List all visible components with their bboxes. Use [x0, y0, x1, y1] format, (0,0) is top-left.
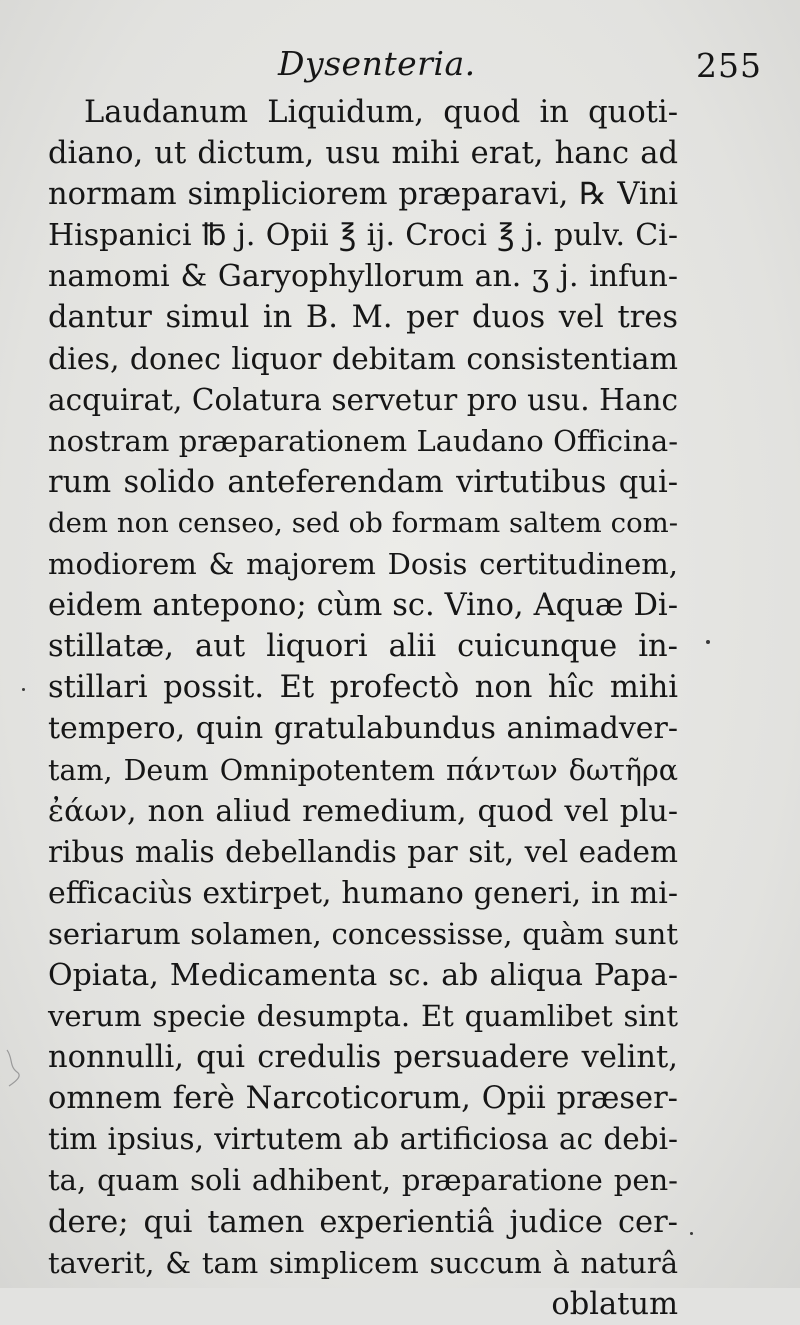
- text-line: dem non censeo, sed ob formam saltem com-: [48, 506, 678, 539]
- text-line: dere; qui tamen experientiâ judice cer-: [48, 1204, 678, 1240]
- text-line: dies, donec liquor debitam consistentiam: [48, 341, 678, 377]
- ink-speck: [706, 640, 710, 644]
- text-line: efficaciùs extirpet, humano generi, in mi-: [48, 875, 678, 911]
- ink-speck: [690, 1232, 693, 1235]
- catchword: oblatum: [551, 1286, 678, 1322]
- text-line: tim ipsius, virtutem ab artificiosa ac debi-: [48, 1122, 678, 1157]
- text-line: stillari possit. Et profectò non hîc mihi: [48, 670, 678, 706]
- text-line: ribus malis debellandis par sit, vel eadem: [48, 834, 678, 869]
- text-line: Hispanici ℔ j. Opii ℥ ij. Croci ℥ j. pulv. Ci-: [48, 218, 678, 254]
- text-line: verum specie desumpta. Et quamlibet sint: [48, 999, 678, 1034]
- text-line: nonnulli, qui credulis persuadere velint,: [48, 1040, 678, 1076]
- text-line: seriarum solamen, concessisse, quàm sunt: [48, 916, 678, 951]
- text-line: tempero, quin gratulabundus animadver-: [48, 711, 678, 747]
- text-line: eidem antepono; cùm sc. Vino, Aquæ Di-: [48, 588, 678, 624]
- text-line: diano, ut dictum, usu mihi erat, hanc ad: [48, 136, 678, 172]
- text-line: Laudanum Liquidum, quod in quoti-: [84, 95, 678, 130]
- text-line: Opiata, Medicamenta sc. ab aliqua Papa-: [48, 957, 678, 993]
- ink-speck: [22, 688, 25, 691]
- page-number: 255: [696, 46, 762, 85]
- text-line: modiorem & majorem Dosis certitudinem,: [48, 547, 678, 582]
- body-text: [48, 92, 678, 1325]
- text-line: omnem ferè Narcoticorum, Opii præser-: [48, 1081, 678, 1117]
- text-line: taverit, & tam simplicem succum à naturâ: [48, 1245, 678, 1280]
- text-line: acquirat, Colatura servetur pro usu. Hanc: [48, 382, 678, 417]
- text-line: ta, quam soli adhibent, præparatione pen-: [48, 1163, 678, 1198]
- text-line: nostram præparationem Laudano Officina-: [48, 423, 678, 458]
- text-line: dantur simul in B. M. per duos vel tres: [48, 300, 678, 336]
- text-line: stillatæ, aut liquori alii cuicunque in-: [48, 629, 678, 665]
- text-line: ἐάων, non aliud remedium, quod vel plu-: [48, 793, 678, 829]
- margin-pencil-mark: [3, 1048, 27, 1088]
- running-head: Dysenteria.: [278, 44, 476, 83]
- text-line: tam, Deum Omnipotentem πάντων δωτῆρα: [48, 753, 678, 787]
- text-line: namomi & Garyophyllorum an. ʒ j. infun-: [48, 259, 678, 295]
- text-line: normam simpliciorem præparavi, ℞ Vini: [48, 177, 678, 213]
- text-line: rum solido anteferendam virtutibus qui-: [48, 464, 678, 500]
